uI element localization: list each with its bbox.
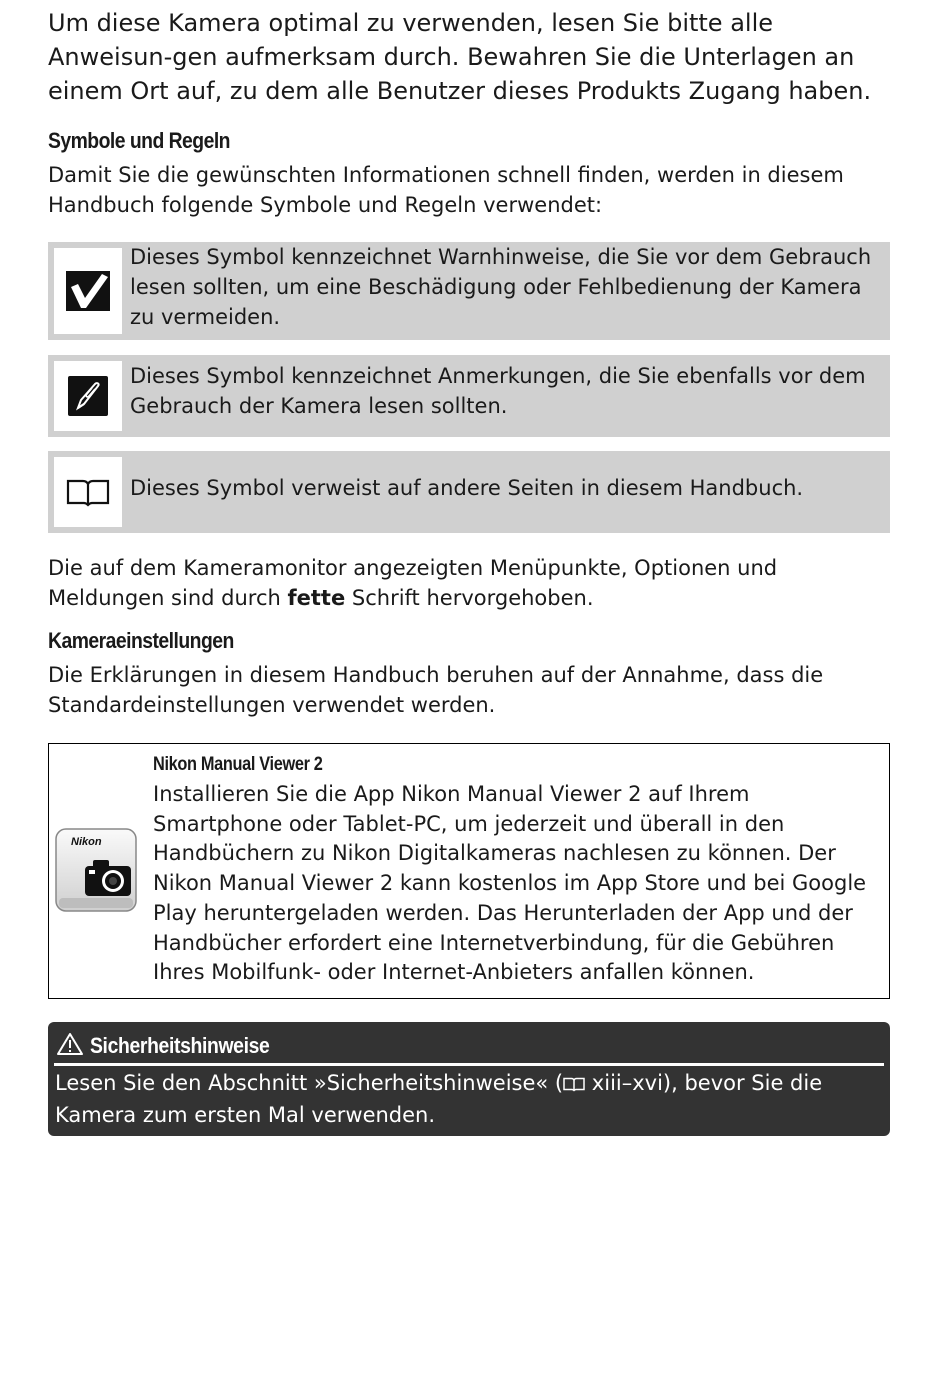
bold-note-before: Die auf dem Kameramonitor angezeigten Menüpunkte, Optionen und Meldungen sind durch (48, 556, 778, 610)
symbols-intro-text: Damit Sie die gewünschten Informationen schnell finden, werden in diesem Handbuch folgende Symbole und Regeln verwendet: (48, 163, 844, 217)
pencil-icon (54, 361, 122, 431)
safety-text-before: Lesen Sie den Abschnitt »Sicherheitshinweise« ( (55, 1071, 564, 1095)
bold-note-after: Schrift hervorgehoben. (345, 586, 594, 610)
warning-triangle-icon (56, 1032, 84, 1060)
camera-settings-text: Die Erklärungen in diesem Handbuch beruhen auf der Annahme, dass die Standardeinstellungen verwendet werden. (48, 663, 824, 717)
check-icon (54, 248, 122, 334)
symbol-box-note (48, 355, 890, 437)
symbol-note-text: Dieses Symbol kennzeichnet Anmerkungen, die Sie ebenfalls vor dem Gebrauch der Kamera lesen sollten. (130, 364, 866, 418)
book-icon (54, 457, 122, 527)
safety-text-after: xiii–xvi), bevor Sie die Kamera zum ersten Mal verwenden. (55, 1071, 823, 1127)
bold-convention-text (48, 553, 890, 613)
intro-paragraph: Um diese Kamera optimal zu verwenden, lesen Sie bitte alle Anweisun-gen aufmerksam durch. Bewahren Sie die Unterlagen an einem Ort auf, zu dem alle Benutzer dieses Produkts Zugang haben. (48, 9, 872, 105)
book-icon (563, 1070, 585, 1100)
symbol-warning-text: Dieses Symbol kennzeichnet Warnhinweise, die Sie vor dem Gebrauch lesen sollten, um eine Beschädigung oder Fehlbedienung der Kamera zu vermeiden. (130, 245, 872, 329)
symbol-box-reference (48, 451, 890, 533)
manual-viewer-text: Installieren Sie die App Nikon Manual Viewer 2 auf Ihrem Smartphone oder Tablet-PC, um jederzeit und überall in den Handbüchern zu Nikon Digitalkameras nachlesen zu können. Der Nikon Manual Viewer 2 kann kostenlos im App Store und bei Google Play heruntergeladen werden. Das Herunterladen der App und der Handbücher erfordert eine Internetverbindung, für die Gebühren Ihres Mobilfunk- oder Internet-Anbieters anfallen können. (153, 782, 867, 985)
safety-notice-box (48, 1022, 890, 1136)
camera-settings-heading: Kameraeinstellungen (48, 628, 234, 653)
safety-text (55, 1068, 885, 1130)
symbols-heading: Symbole und Regeln (48, 128, 230, 153)
safety-divider (54, 1063, 884, 1066)
nikon-manual-viewer-app-icon (55, 828, 137, 912)
safety-header (56, 1028, 294, 1064)
bold-note-bold-word: fette (287, 586, 346, 610)
safety-title: Sicherheitshinweise (90, 1033, 270, 1058)
app-icon-logo: Nikon (71, 836, 102, 848)
symbol-box-warning (48, 242, 890, 340)
manual-viewer-title: Nikon Manual Viewer 2 (153, 754, 323, 775)
symbol-reference-text: Dieses Symbol verweist auf andere Seiten in diesem Handbuch. (130, 476, 804, 500)
manual-viewer-box (48, 743, 890, 999)
